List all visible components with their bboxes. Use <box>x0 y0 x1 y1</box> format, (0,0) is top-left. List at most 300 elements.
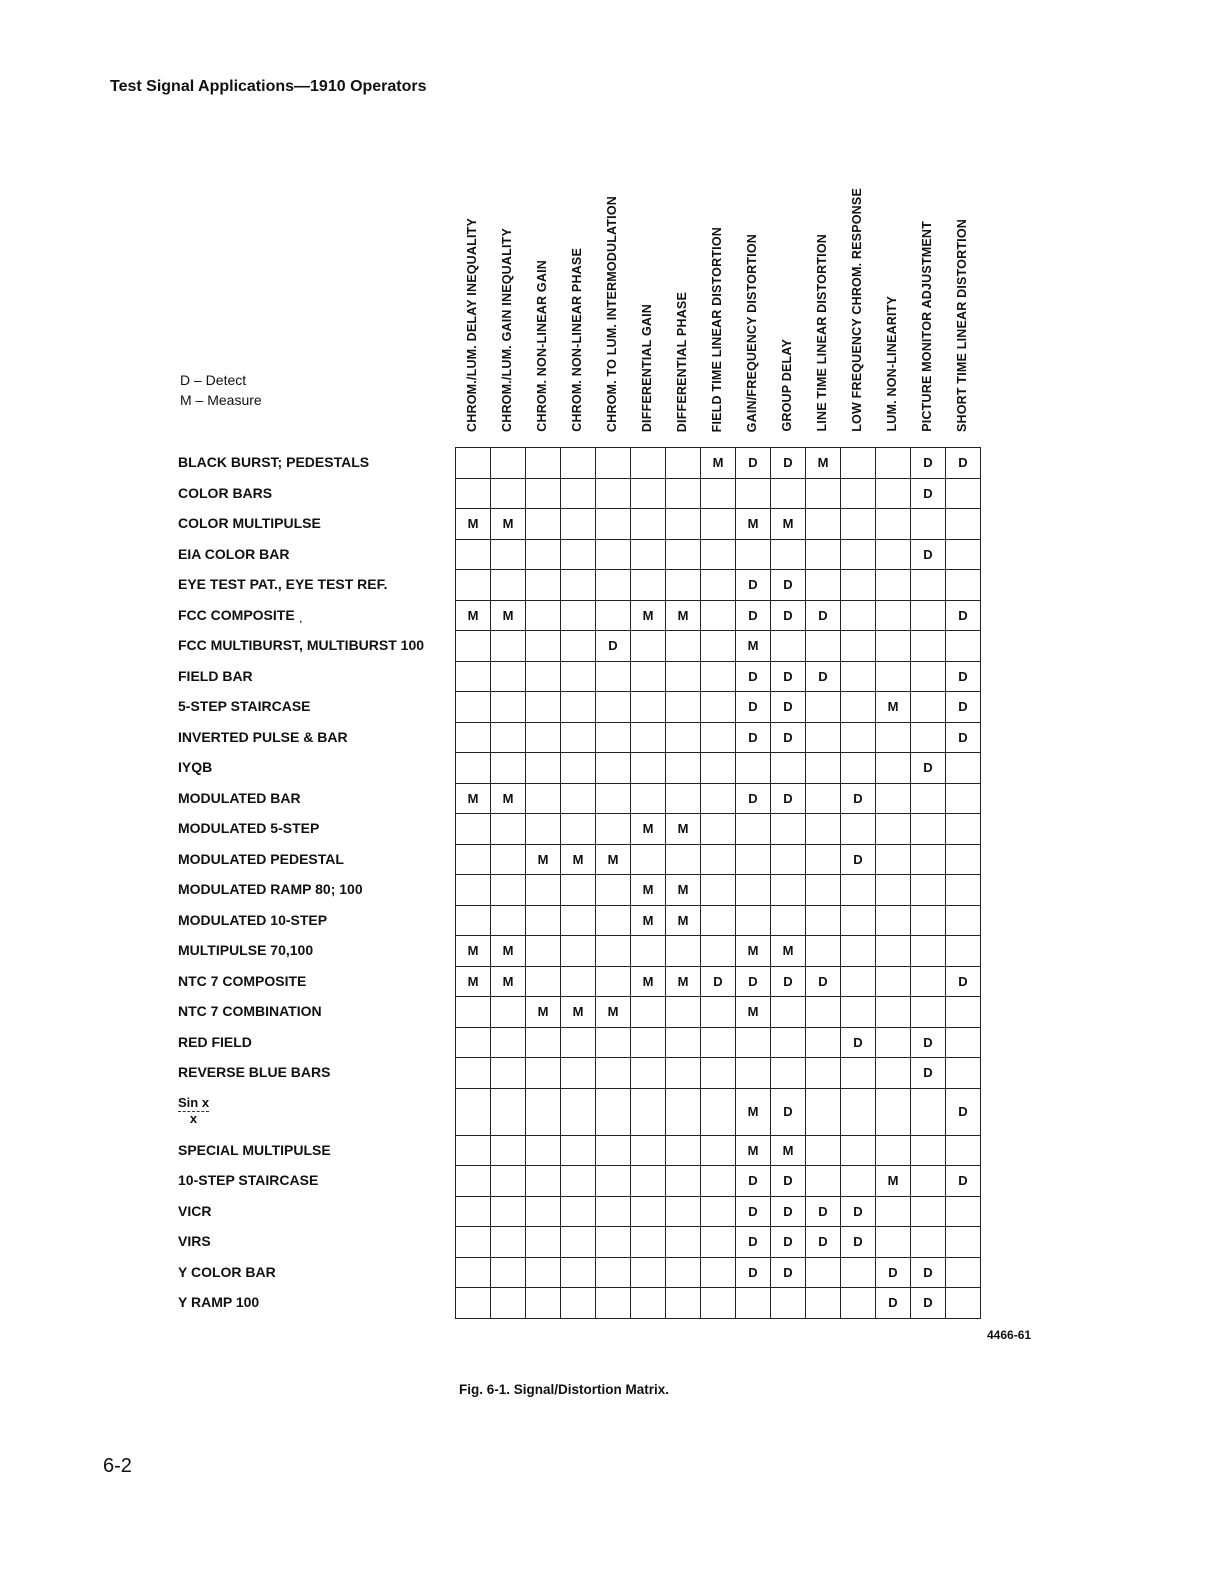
matrix-cell <box>806 997 841 1028</box>
matrix-cell <box>806 631 841 662</box>
matrix-cell <box>876 570 911 601</box>
matrix-cell <box>456 448 491 479</box>
matrix-cell <box>806 875 841 906</box>
matrix-cell <box>491 1027 526 1058</box>
matrix-cell <box>491 631 526 662</box>
matrix-cell <box>631 1058 666 1089</box>
matrix-cell <box>701 692 736 723</box>
matrix-cell <box>491 1196 526 1227</box>
matrix-cell <box>631 631 666 662</box>
matrix-cell <box>561 1088 596 1135</box>
column-header <box>455 132 490 432</box>
matrix-cell: M <box>456 966 491 997</box>
matrix-cell: M <box>736 936 771 967</box>
matrix-cell: M <box>736 509 771 540</box>
matrix-cell <box>806 1058 841 1089</box>
matrix-cell <box>666 539 701 570</box>
matrix-cell <box>841 753 876 784</box>
matrix-cell: D <box>841 1196 876 1227</box>
matrix-cell <box>631 570 666 601</box>
matrix-row <box>456 1027 981 1058</box>
matrix-cell <box>771 997 806 1028</box>
fraction-numerator: Sin x <box>178 1095 210 1110</box>
fraction-denominator: x <box>189 1111 198 1126</box>
matrix-cell <box>841 1135 876 1166</box>
matrix-cell <box>876 539 911 570</box>
column-headers <box>455 140 980 440</box>
column-header-label: GAIN/FREQUENCY DISTORTION <box>745 233 759 432</box>
matrix-cell: D <box>771 661 806 692</box>
matrix-cell <box>526 1166 561 1197</box>
matrix-cell <box>911 936 946 967</box>
matrix-cell: D <box>841 1227 876 1258</box>
matrix-cell <box>456 692 491 723</box>
matrix-cell <box>631 509 666 540</box>
matrix-cell: D <box>841 783 876 814</box>
matrix-cell: D <box>841 844 876 875</box>
matrix-cell: D <box>946 448 981 479</box>
matrix-cell <box>526 1257 561 1288</box>
matrix-row <box>456 570 981 601</box>
matrix-cell: D <box>771 1257 806 1288</box>
row-label: INVERTED PULSE & BAR <box>178 728 348 745</box>
matrix-cell <box>876 1227 911 1258</box>
matrix-cell <box>666 1257 701 1288</box>
matrix-cell <box>596 600 631 631</box>
row-label: IYQB <box>178 759 213 776</box>
matrix-cell <box>736 814 771 845</box>
matrix-cell <box>701 753 736 784</box>
matrix-cell <box>456 722 491 753</box>
matrix-cell <box>806 753 841 784</box>
matrix-cell <box>491 539 526 570</box>
matrix-cell <box>876 844 911 875</box>
legend-measure: M – Measure <box>180 392 262 408</box>
matrix-cell: D <box>911 1058 946 1089</box>
matrix-cell <box>491 1288 526 1319</box>
matrix-cell <box>456 1135 491 1166</box>
matrix-cell <box>806 783 841 814</box>
matrix-row <box>456 509 981 540</box>
matrix-cell <box>631 753 666 784</box>
matrix-cell <box>736 1058 771 1089</box>
matrix-cell: M <box>561 997 596 1028</box>
matrix-row <box>456 661 981 692</box>
matrix-cell <box>491 570 526 601</box>
matrix-cell <box>631 1196 666 1227</box>
matrix-cell <box>946 1027 981 1058</box>
matrix-cell: M <box>456 783 491 814</box>
matrix-cell <box>841 722 876 753</box>
matrix-cell: D <box>911 1288 946 1319</box>
matrix-cell <box>841 661 876 692</box>
matrix-cell <box>841 875 876 906</box>
matrix-cell <box>596 936 631 967</box>
legend <box>180 370 262 410</box>
matrix-cell <box>526 905 561 936</box>
matrix-cell <box>806 539 841 570</box>
matrix-cell: D <box>841 1027 876 1058</box>
matrix-cell <box>876 753 911 784</box>
matrix-cell <box>491 844 526 875</box>
matrix-cell <box>526 692 561 723</box>
matrix-cell <box>806 1166 841 1197</box>
matrix-cell <box>596 1027 631 1058</box>
column-header-label: FIELD TIME LINEAR DISTORTION <box>710 226 724 432</box>
matrix-cell <box>596 1088 631 1135</box>
matrix-cell <box>806 1135 841 1166</box>
matrix-cell <box>911 814 946 845</box>
matrix-cell <box>456 814 491 845</box>
matrix-row <box>456 875 981 906</box>
matrix-cell: M <box>736 1088 771 1135</box>
matrix-cell <box>526 1027 561 1058</box>
matrix-cell <box>491 875 526 906</box>
matrix-cell: M <box>526 844 561 875</box>
matrix-cell <box>596 1166 631 1197</box>
matrix-cell <box>526 814 561 845</box>
matrix-cell <box>841 1058 876 1089</box>
matrix-cell: D <box>876 1288 911 1319</box>
matrix-cell <box>876 448 911 479</box>
row-label: Y RAMP 100 <box>178 1294 260 1311</box>
matrix-cell <box>631 478 666 509</box>
matrix-cell <box>526 875 561 906</box>
matrix-cell <box>701 570 736 601</box>
matrix-cell <box>771 1288 806 1319</box>
matrix-cell <box>596 1257 631 1288</box>
matrix-cell <box>841 905 876 936</box>
matrix-row <box>456 966 981 997</box>
matrix-cell <box>491 1166 526 1197</box>
matrix-cell: D <box>771 783 806 814</box>
matrix-cell <box>526 539 561 570</box>
matrix-cell: D <box>946 1166 981 1197</box>
matrix-cell <box>596 478 631 509</box>
column-header <box>560 132 595 432</box>
row-label: SPECIAL MULTIPULSE <box>178 1141 331 1158</box>
matrix-cell <box>561 631 596 662</box>
matrix-cell <box>911 631 946 662</box>
matrix-cell <box>841 448 876 479</box>
matrix-cell <box>561 692 596 723</box>
matrix-cell <box>526 722 561 753</box>
column-header <box>770 132 805 432</box>
matrix-cell <box>911 997 946 1028</box>
matrix-cell: M <box>771 509 806 540</box>
matrix-cell <box>911 1227 946 1258</box>
matrix-cell: D <box>736 966 771 997</box>
matrix-cell <box>666 1088 701 1135</box>
matrix-cell: D <box>736 600 771 631</box>
matrix-cell <box>631 1166 666 1197</box>
column-header-label: CHROM. TO LUM. INTERMODULATION <box>605 195 619 432</box>
matrix-cell <box>596 692 631 723</box>
row-label: MODULATED BAR <box>178 789 301 806</box>
matrix-cell <box>561 570 596 601</box>
matrix-cell <box>666 997 701 1028</box>
matrix-cell: M <box>631 905 666 936</box>
matrix-cell <box>526 600 561 631</box>
matrix-cell <box>526 1227 561 1258</box>
matrix-cell <box>771 478 806 509</box>
matrix-cell <box>806 509 841 540</box>
matrix-cell <box>666 844 701 875</box>
matrix-cell <box>456 875 491 906</box>
matrix-cell <box>701 783 736 814</box>
matrix-cell <box>736 753 771 784</box>
row-label: RED FIELD <box>178 1033 252 1050</box>
matrix-cell <box>456 905 491 936</box>
matrix-cell <box>701 1227 736 1258</box>
matrix-row <box>456 1257 981 1288</box>
matrix-cell <box>701 936 736 967</box>
matrix-cell <box>701 600 736 631</box>
matrix-cell: M <box>666 600 701 631</box>
matrix-cell <box>631 1135 666 1166</box>
matrix-cell <box>946 844 981 875</box>
matrix-cell: M <box>736 1135 771 1166</box>
matrix-cell <box>806 1257 841 1288</box>
column-header <box>910 132 945 432</box>
column-header-label: CHROM. NON-LINEAR GAIN <box>535 260 549 432</box>
matrix-cell <box>666 509 701 540</box>
matrix-cell <box>456 844 491 875</box>
matrix-cell <box>596 783 631 814</box>
matrix-cell <box>841 631 876 662</box>
matrix-row <box>456 1227 981 1258</box>
matrix-cell <box>841 478 876 509</box>
matrix-cell <box>631 722 666 753</box>
row-label: Y COLOR BAR <box>178 1263 276 1280</box>
matrix-cell <box>806 1288 841 1319</box>
matrix-cell: D <box>806 600 841 631</box>
matrix-cell <box>561 936 596 967</box>
column-header-label: LOW FREQUENCY CHROM. RESPONSE <box>850 188 864 432</box>
matrix-row <box>456 753 981 784</box>
matrix-cell <box>666 570 701 601</box>
matrix-cell <box>631 1227 666 1258</box>
matrix-cell <box>491 753 526 784</box>
matrix-cell: M <box>491 509 526 540</box>
matrix-cell <box>701 539 736 570</box>
row-label: MULTIPULSE 70,100 <box>178 942 314 959</box>
matrix-cell <box>911 692 946 723</box>
matrix-row <box>456 1196 981 1227</box>
matrix-cell <box>876 661 911 692</box>
matrix-cell <box>911 1166 946 1197</box>
matrix-cell: M <box>491 936 526 967</box>
matrix-cell <box>876 966 911 997</box>
matrix-cell <box>946 814 981 845</box>
matrix-cell: M <box>771 936 806 967</box>
matrix-cell <box>456 1166 491 1197</box>
row-label: REVERSE BLUE BARS <box>178 1064 331 1081</box>
matrix-cell <box>946 1257 981 1288</box>
matrix-cell: D <box>736 1257 771 1288</box>
matrix-row <box>456 1088 981 1135</box>
matrix-cell <box>526 570 561 601</box>
matrix-cell <box>876 1135 911 1166</box>
matrix-cell <box>701 478 736 509</box>
column-header-label: GROUP DELAY <box>780 339 794 432</box>
matrix-cell: D <box>911 478 946 509</box>
matrix-cell <box>491 692 526 723</box>
matrix-cell <box>876 631 911 662</box>
matrix-cell <box>666 1196 701 1227</box>
matrix-cell <box>596 661 631 692</box>
matrix-cell <box>526 1288 561 1319</box>
matrix-cell <box>771 539 806 570</box>
matrix-cell <box>946 631 981 662</box>
matrix-cell <box>876 478 911 509</box>
matrix-row <box>456 631 981 662</box>
matrix-row <box>456 936 981 967</box>
matrix-cell <box>771 875 806 906</box>
matrix-cell <box>456 1227 491 1258</box>
matrix-cell <box>911 844 946 875</box>
column-header-label: SHORT TIME LINEAR DISTORTION <box>955 218 969 432</box>
matrix-cell <box>561 661 596 692</box>
matrix-cell <box>596 814 631 845</box>
matrix-cell <box>806 1088 841 1135</box>
matrix-cell: D <box>736 722 771 753</box>
matrix-cell <box>596 539 631 570</box>
matrix-cell <box>946 570 981 601</box>
matrix-cell <box>701 997 736 1028</box>
matrix-cell: M <box>456 600 491 631</box>
matrix-cell: D <box>876 1257 911 1288</box>
matrix-cell: D <box>946 692 981 723</box>
matrix-cell <box>876 1196 911 1227</box>
matrix-cell <box>806 814 841 845</box>
row-label <box>178 1088 209 1135</box>
matrix-cell <box>631 844 666 875</box>
column-header <box>525 132 560 432</box>
fraction-label <box>178 1096 209 1126</box>
matrix-cell <box>701 905 736 936</box>
matrix-cell <box>491 1058 526 1089</box>
matrix-cell: D <box>806 661 841 692</box>
matrix-cell <box>701 1027 736 1058</box>
matrix-cell: M <box>631 600 666 631</box>
matrix-cell <box>876 600 911 631</box>
matrix-cell <box>561 539 596 570</box>
matrix-cell <box>911 875 946 906</box>
matrix-cell <box>701 631 736 662</box>
matrix-cell <box>666 722 701 753</box>
matrix-cell <box>806 478 841 509</box>
matrix-cell: D <box>946 600 981 631</box>
matrix-row <box>456 905 981 936</box>
matrix-cell <box>841 570 876 601</box>
row-label: EYE TEST PAT., EYE TEST REF. <box>178 576 388 593</box>
matrix-cell <box>561 1027 596 1058</box>
matrix-cell: D <box>946 966 981 997</box>
matrix-cell <box>631 1088 666 1135</box>
matrix-cell <box>946 875 981 906</box>
matrix-cell <box>841 997 876 1028</box>
matrix-cell <box>841 936 876 967</box>
matrix-cell: M <box>666 966 701 997</box>
matrix-cell: D <box>771 600 806 631</box>
matrix-cell: M <box>876 1166 911 1197</box>
matrix-cell <box>561 905 596 936</box>
column-header-label: LINE TIME LINEAR DISTORTION <box>815 234 829 432</box>
matrix-cell <box>911 1088 946 1135</box>
matrix-row <box>456 1135 981 1166</box>
matrix-cell <box>561 1288 596 1319</box>
matrix-cell: D <box>911 448 946 479</box>
matrix-cell <box>911 661 946 692</box>
matrix-cell <box>456 1088 491 1135</box>
matrix-cell <box>666 448 701 479</box>
matrix-cell <box>456 661 491 692</box>
column-header <box>490 132 525 432</box>
matrix-cell <box>526 753 561 784</box>
matrix-cell: D <box>736 661 771 692</box>
matrix-cell <box>911 570 946 601</box>
matrix-cell <box>806 905 841 936</box>
row-label: BLACK BURST; PEDESTALS <box>178 454 370 471</box>
matrix-cell <box>456 1027 491 1058</box>
matrix-row <box>456 539 981 570</box>
matrix-cell <box>876 936 911 967</box>
row-label: NTC 7 COMPOSITE <box>178 972 307 989</box>
matrix-cell: D <box>946 722 981 753</box>
matrix-cell <box>596 1135 631 1166</box>
row-label: 10-STEP STAIRCASE <box>178 1172 319 1189</box>
matrix-cell <box>456 539 491 570</box>
matrix-cell: D <box>736 1166 771 1197</box>
matrix-cell <box>701 1058 736 1089</box>
matrix-cell <box>806 1027 841 1058</box>
matrix-cell <box>736 875 771 906</box>
column-header <box>945 132 980 432</box>
matrix-cell: D <box>736 1227 771 1258</box>
matrix-cell <box>491 722 526 753</box>
matrix-cell: D <box>736 783 771 814</box>
matrix-cell <box>841 1166 876 1197</box>
matrix-cell <box>701 1257 736 1288</box>
matrix-row <box>456 478 981 509</box>
matrix-cell <box>876 1058 911 1089</box>
matrix-cell <box>526 783 561 814</box>
matrix-cell <box>491 478 526 509</box>
matrix-cell <box>666 936 701 967</box>
matrix-row <box>456 1166 981 1197</box>
matrix-cell <box>911 783 946 814</box>
matrix-cell <box>456 753 491 784</box>
matrix-cell <box>771 753 806 784</box>
matrix-cell <box>596 448 631 479</box>
matrix-cell <box>596 509 631 540</box>
matrix-cell <box>946 539 981 570</box>
matrix-cell <box>771 814 806 845</box>
matrix-cell: D <box>771 1196 806 1227</box>
matrix-cell <box>876 905 911 936</box>
matrix-cell <box>456 570 491 601</box>
matrix-cell <box>946 509 981 540</box>
matrix-cell <box>946 1227 981 1258</box>
figure-number: 4466-61 <box>987 1328 1032 1342</box>
matrix-cell <box>491 1257 526 1288</box>
matrix-cell <box>561 1257 596 1288</box>
matrix-cell <box>736 478 771 509</box>
matrix-cell: D <box>771 1227 806 1258</box>
matrix-cell: M <box>596 997 631 1028</box>
matrix-cell <box>946 905 981 936</box>
